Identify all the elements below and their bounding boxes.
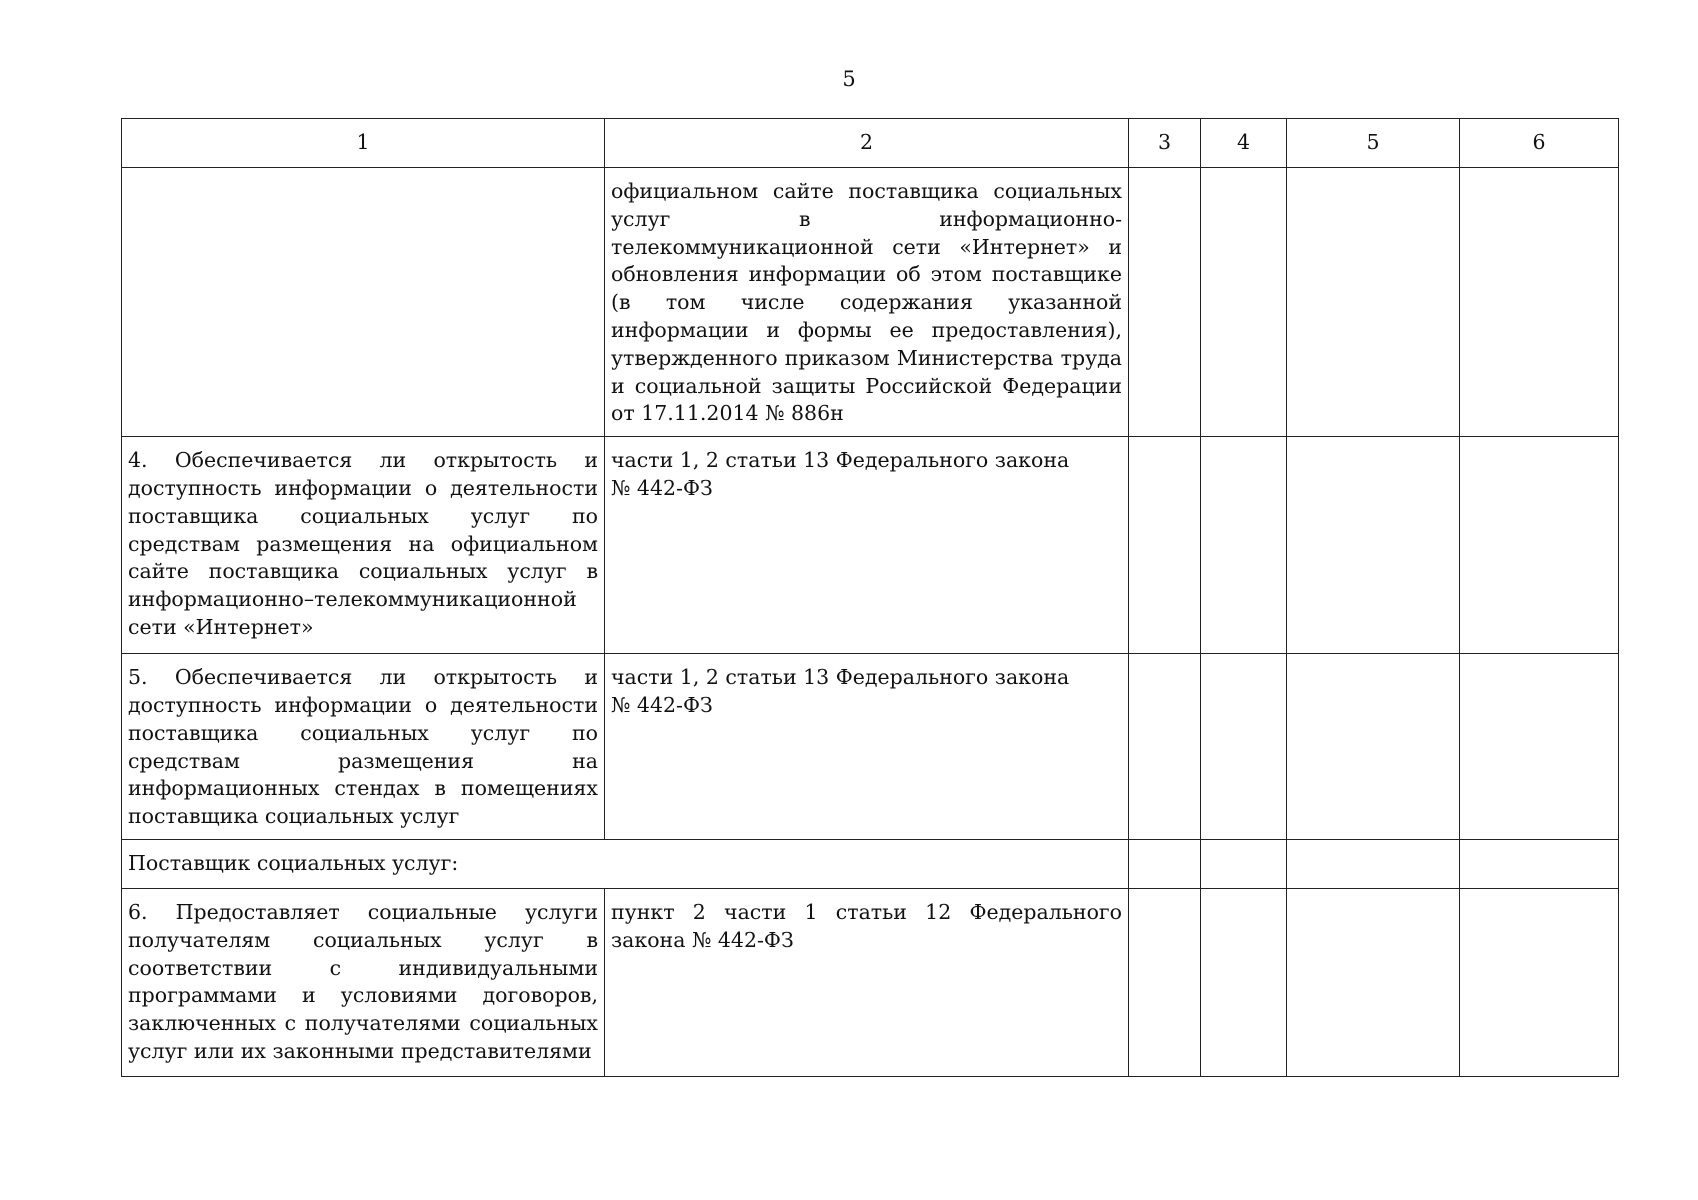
answer-cell-6 <box>1460 888 1619 1076</box>
answer-cell-5 <box>1287 654 1460 840</box>
answer-cell-3 <box>1129 654 1201 840</box>
legal-reference-cell: пункт 2 части 1 статьи 12 Федерального закона № 442-ФЗ <box>605 888 1129 1076</box>
answer-cell-3 <box>1129 888 1201 1076</box>
section-title-cell: Поставщик социальных услуг: <box>122 839 1129 888</box>
answer-cell-4 <box>1201 168 1287 437</box>
legal-reference-cell: части 1, 2 статьи 13 Федерального закона № 442-ФЗ <box>605 654 1129 840</box>
answer-cell-5 <box>1287 888 1460 1076</box>
page-number: 5 <box>842 67 856 91</box>
column-header-4: 4 <box>1201 119 1287 168</box>
table-row <box>122 888 1619 1076</box>
question-cell: 4. Обеспечивается ли открытость и доступность информации о деятельности поставщика социальных услуг по средствам размещения на официальном сайте поставщика социальных услуг в информационно–телекоммуникационной сети «Интернет» <box>122 437 605 654</box>
legal-reference-cell: официальном сайте поставщика социальных услуг в информационно-телекоммуникационной сети «Интернет» и обновления информации об этом поставщике (в том числе содержания указанной информации и формы ее предоставления), утвержденного приказом Министерства труда и социальной защиты Российской Федерации от 17.11.2014 № 886н <box>605 168 1129 437</box>
question-cell: 6. Предоставляет социальные услуги получателям социальных услуг в соответствии с индивидуальными программами и условиями договоров, заключенных с получателями социальных услуг или их законными представителями <box>122 888 605 1076</box>
answer-cell-5 <box>1287 437 1460 654</box>
inspection-checklist-table <box>121 118 1619 1077</box>
table-row <box>122 654 1619 840</box>
answer-cell-5 <box>1287 168 1460 437</box>
question-cell: 5. Обеспечивается ли открытость и доступность информации о деятельности поставщика социальных услуг по средствам размещения на информационных стендах в помещениях поставщика социальных услуг <box>122 654 605 840</box>
answer-cell-4 <box>1201 839 1287 888</box>
column-header-6: 6 <box>1460 119 1619 168</box>
answer-cell-3 <box>1129 168 1201 437</box>
column-header-1: 1 <box>122 119 605 168</box>
answer-cell-6 <box>1460 437 1619 654</box>
table-row <box>122 437 1619 654</box>
column-header-3: 3 <box>1129 119 1201 168</box>
answer-cell-4 <box>1201 437 1287 654</box>
answer-cell-6 <box>1460 654 1619 840</box>
table-header-row <box>122 119 1619 168</box>
table-row <box>122 168 1619 437</box>
legal-reference-cell: части 1, 2 статьи 13 Федерального закона № 442-ФЗ <box>605 437 1129 654</box>
answer-cell-6 <box>1460 839 1619 888</box>
answer-cell-5 <box>1287 839 1460 888</box>
answer-cell-4 <box>1201 888 1287 1076</box>
answer-cell-6 <box>1460 168 1619 437</box>
column-header-5: 5 <box>1287 119 1460 168</box>
section-row <box>122 839 1619 888</box>
answer-cell-4 <box>1201 654 1287 840</box>
question-cell <box>122 168 605 437</box>
column-header-2: 2 <box>605 119 1129 168</box>
answer-cell-3 <box>1129 839 1201 888</box>
answer-cell-3 <box>1129 437 1201 654</box>
